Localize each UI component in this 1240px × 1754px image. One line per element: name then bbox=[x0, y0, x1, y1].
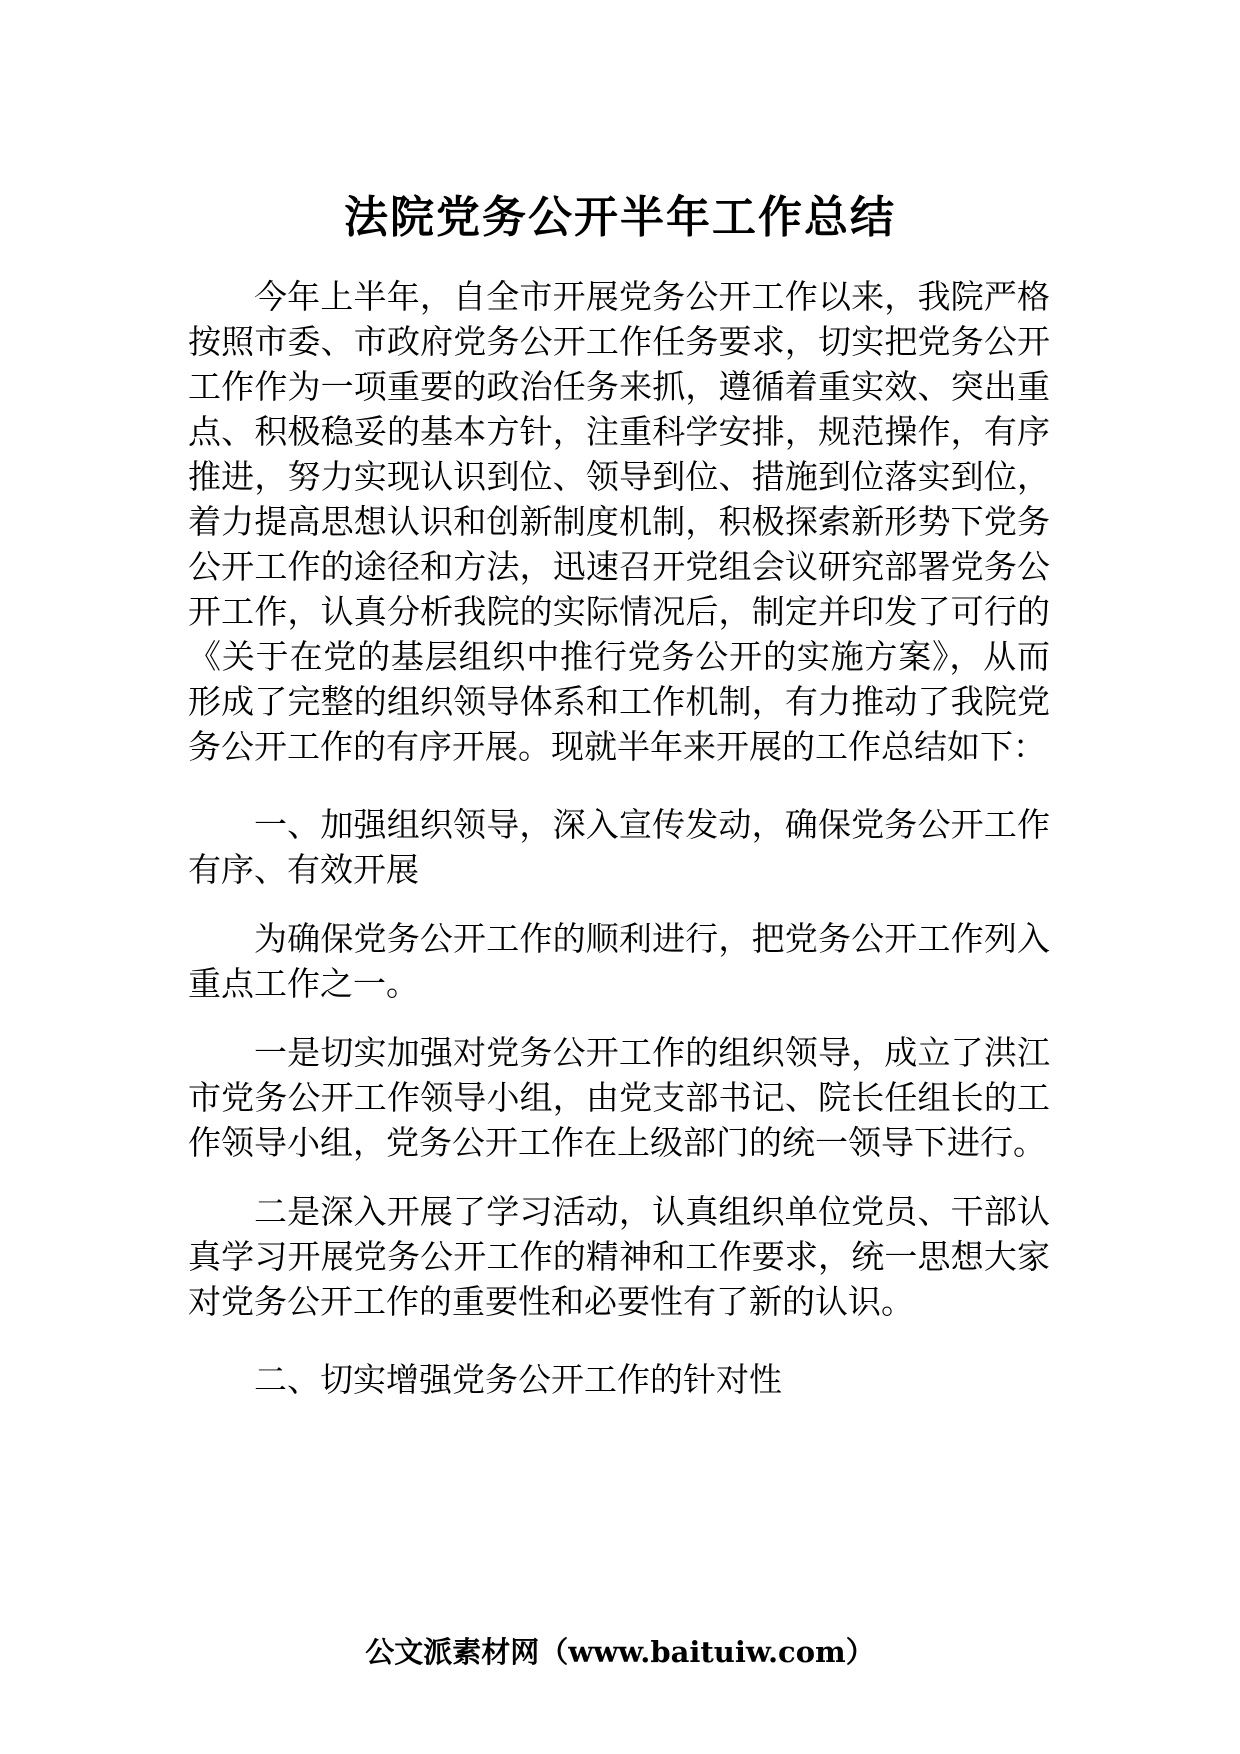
document-title: 法院党务公开半年工作总结 bbox=[344, 192, 896, 243]
paragraph: 一是切实加强对党务公开工作的组织领导，成立了洪江市党务公开工作领导小组，由党支部书记、院长任组长的工作领导小组，党务公开工作在上级部门的统一领导下进行。 bbox=[188, 1033, 1050, 1162]
paragraph: 二是深入开展了学习活动，认真组织单位党员、干部认真学习开展党务公开工作的精神和工作要求，统一思想大家对党务公开工作的重要性和必要性有了新的认识。 bbox=[188, 1192, 1050, 1321]
paragraph-intro: 今年上半年，自全市开展党务公开工作以来，我院严格按照市委、市政府党务公开工作任务要求，切实把党务公开工作作为一项重要的政治任务来抓，遵循着重实效、突出重点、积极稳妥的基本方针，注重科学安排，规范操作，有序推进，努力实现认识到位、领导到位、措施到位落实到位，着力提高思想认识和创新制度机制，积极探索新形势下党务公开工作的途径和方法，迅速召开党组会议研究部署党务公开工作，认真分析我院的实际情况后，制定并印发了可行的《关于在党的基层组织中推行党务公开的实施方案》，从而形成了完整的组织领导体系和工作机制，有力推动了我院党务公开工作的有序开展。现就半年来开展的工作总结如下： bbox=[188, 277, 1050, 766]
section-heading-1: 一、加强组织领导，深入宣传发动，确保党务公开工作有序、有效开展 bbox=[188, 805, 1050, 889]
paragraph: 为确保党务公开工作的顺利进行，把党务公开工作列入重点工作之一。 bbox=[188, 919, 1050, 1003]
footer-watermark: 公文派素材网（www.baituiw.com） bbox=[365, 1635, 875, 1669]
document-body bbox=[188, 274, 1050, 1402]
section-heading-2: 二、切实增强党务公开工作的针对性 bbox=[254, 1360, 782, 1399]
